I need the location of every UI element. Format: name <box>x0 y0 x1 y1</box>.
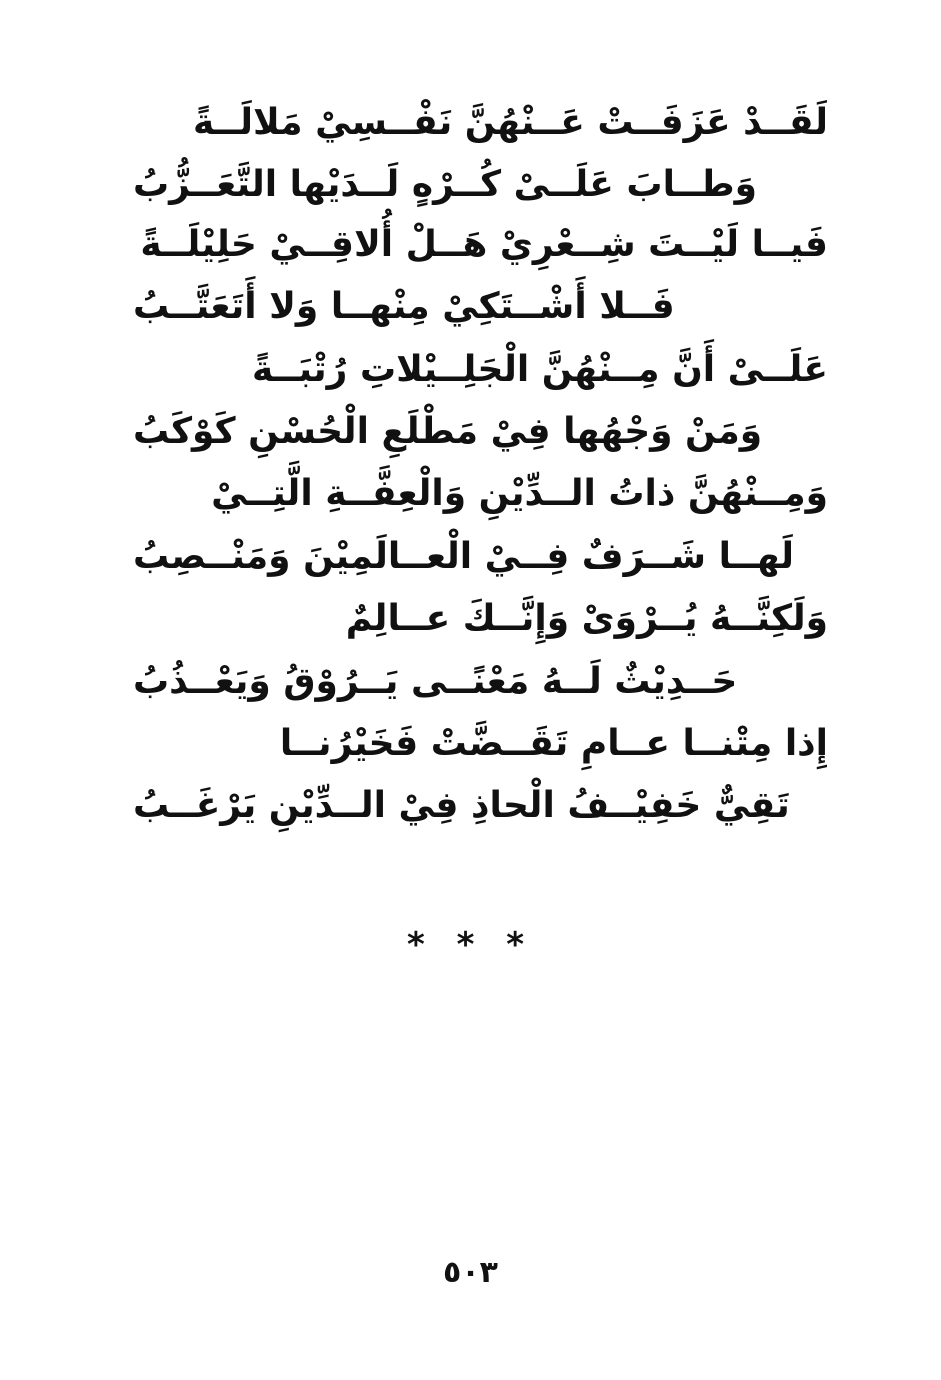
verse-line: فَــلا أَشْــتَكِيْ مِنْهــا وَلا أَتَعَتَّــبُ <box>133 286 675 327</box>
verse-line: وَمِــنْهُنَّ ذاتُ الــدِّيْنِ وَالْعِفَّــةِ الَّتِــيْ <box>211 473 828 514</box>
verse-line: إِذا مِتْنــا عــامِ تَقَــضَّتْ فَخَيْرُنــا <box>279 723 828 764</box>
verse-line: وَمَنْ وَجْهُها فِيْ مَطْلَعِ الْحُسْنِ كَوْكَبُ <box>133 411 763 452</box>
verse-line: وَلَكِنَّــهُ يُــرْوَىْ وَإِنَّــكَ عــالِمٌ <box>345 598 828 639</box>
verse-line: عَلَــىْ أَنَّ مِــنْهُنَّ الْجَلِــيْلاتِ رُتْبَــةً <box>252 349 828 390</box>
verse-line: لَهــا شَــرَفٌ فِــيْ الْعــالَمِيْنَ وَمَنْــصِبُ <box>133 536 794 577</box>
page-number: ٥٠٣ <box>443 1255 498 1290</box>
verse-line: وَطــابَ عَلَــىْ كُــرْهٍ لَــدَيْها التَّعَــزُّبُ <box>133 164 758 205</box>
verse-line: حَــدِيْثٌ لَــهُ مَعْنًــى يَــرُوْقُ وَيَعْــذُبُ <box>133 661 738 702</box>
verse-line: تَقِيٌّ خَفِيْــفُ الْحاذِ فِيْ الــدِّيْنِ يَرْغَــبُ <box>133 785 790 826</box>
section-separator: * * * <box>406 925 534 965</box>
verse-line: فَيــا لَيْــتَ شِــعْرِيْ هَــلْ أُلاقِــيْ حَلِيْلَــةً <box>140 224 828 265</box>
verse-line: لَقَــدْ عَزَفَــتْ عَــنْهُنَّ نَفْــسِيْ مَلالَــةً <box>193 102 828 143</box>
